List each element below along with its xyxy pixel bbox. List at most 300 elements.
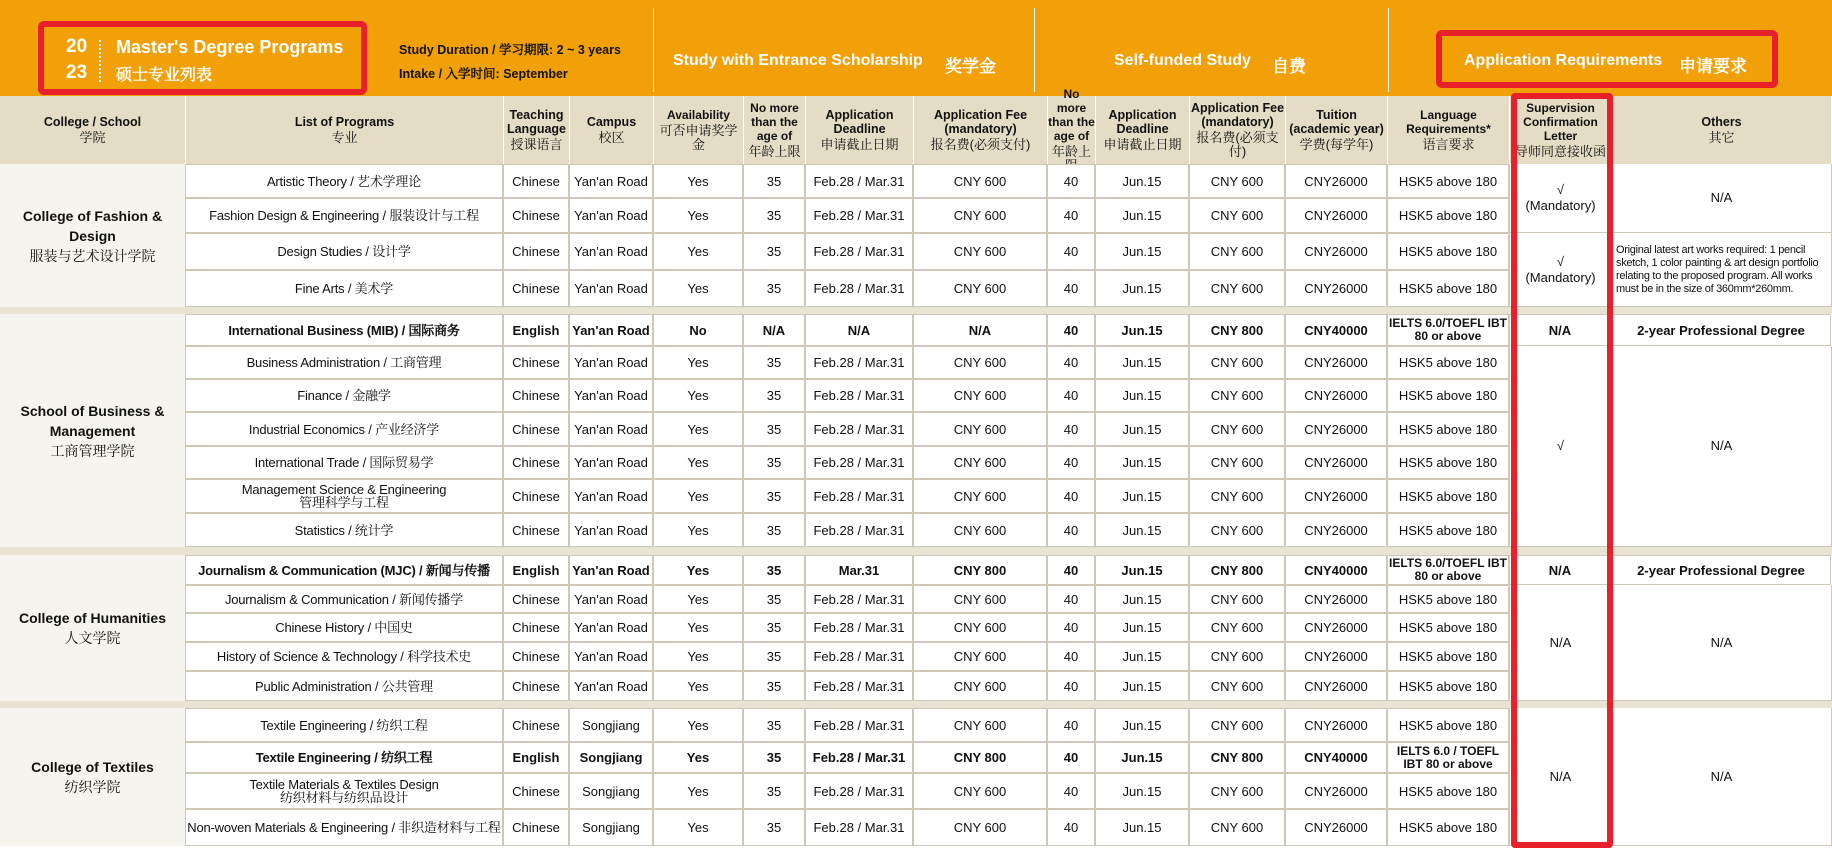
cell-fee2: CNY 600 (1189, 164, 1285, 198)
cell-age1: 35 (743, 742, 805, 773)
cell-deadline1: Feb.28 / Mar.31 (805, 233, 913, 270)
cell-lang: Chinese (503, 346, 569, 379)
cell-fee1: CNY 600 (913, 270, 1047, 307)
cell-tuition: CNY26000 (1285, 773, 1387, 809)
cell-deadline2: Jun.15 (1095, 585, 1189, 613)
cell-age2: 40 (1047, 270, 1095, 307)
cell-campus: Yan'an Road (569, 198, 653, 233)
merged-others: N/A (1611, 708, 1832, 846)
cell-deadline2: Jun.15 (1095, 314, 1189, 346)
cell-fee2: CNY 600 (1189, 642, 1285, 671)
merged-others: Original latest art works required: 1 pencil sketch, 1 color painting & art design portfolio relating to the proposed program. All works must be in the size of 360mm*260mm. (1611, 233, 1832, 307)
college-name-en: School of Business & Management (20, 402, 165, 439)
cell-lang: Chinese (503, 708, 569, 742)
college-label (0, 164, 186, 307)
header-label-en: Application Deadline (825, 108, 894, 136)
cell-age1: 35 (743, 379, 805, 412)
cell-deadline2: Jun.15 (1095, 555, 1189, 585)
cell-langreq: HSK5 above 180 (1387, 233, 1509, 270)
header-7 (914, 96, 1048, 164)
cell-deadline1: Feb.28 / Mar.31 (805, 164, 913, 198)
cell-deadline2: Jun.15 (1095, 742, 1189, 773)
selffunded-title-cn: 自费 (1272, 57, 1306, 76)
cell-age2: 40 (1047, 513, 1095, 547)
cell-fee2: CNY 600 (1189, 809, 1285, 846)
cell-fee1: CNY 600 (913, 513, 1047, 547)
cell-campus: Yan'an Road (569, 412, 653, 446)
cell-others: 2-year Professional Degree (1611, 555, 1831, 585)
cell-deadline1: Feb.28 / Mar.31 (805, 742, 913, 773)
cell-tuition: CNY40000 (1285, 314, 1387, 346)
merged-super: N/A (1509, 585, 1612, 701)
header-label-cn: 授课语言 (510, 137, 563, 152)
header-label-en: No more than the age of (1048, 87, 1095, 143)
cell-langreq: IELTS 6.0 / TOEFL IBT 80 or above (1387, 742, 1509, 773)
cell-fee1: CNY 600 (913, 773, 1047, 809)
cell-age2: 40 (1047, 585, 1095, 613)
header-label-cn: 年龄上 (1051, 144, 1091, 159)
requirements-title-cn: 申请要求 (1679, 57, 1747, 76)
highlight-box-supervision-column (1511, 93, 1613, 848)
cell-age2: 40 (1047, 412, 1095, 446)
cell-langreq: IELTS 6.0/TOEFL IBT 80 or above (1388, 556, 1508, 583)
header-1 (186, 96, 504, 164)
header-label-en: Teaching Language (506, 108, 567, 136)
cell-deadline2: Jun.15 (1095, 671, 1189, 701)
cell-deadline2: Jun.15 (1095, 233, 1189, 270)
header-label-cn: 其它 (1708, 130, 1735, 145)
header-label-cn: 专业 (331, 130, 358, 145)
cell-avail: Yes (653, 479, 743, 513)
cell-age2: 40 (1047, 613, 1095, 642)
merged-others: N/A (1611, 164, 1832, 233)
header-label-en: Availability (667, 108, 730, 122)
cell-deadline2: Jun.15 (1095, 198, 1189, 233)
cell-age2: 40 (1047, 446, 1095, 479)
cell-deadline2: Jun.15 (1095, 513, 1189, 547)
cell-age1: 35 (743, 513, 805, 547)
cell-tuition: CNY26000 (1285, 671, 1387, 701)
college-name-en: College of Textiles (31, 759, 154, 775)
cell-age2: 40 (1047, 671, 1095, 701)
cell-lang: Chinese (503, 379, 569, 412)
merged-super: √ (1509, 346, 1612, 547)
cell-campus: Yan'an Road (569, 233, 653, 270)
cell-tuition: CNY26000 (1285, 379, 1387, 412)
header-11 (1286, 96, 1388, 164)
header-4 (654, 96, 744, 164)
cell-deadline2: Jun.15 (1095, 613, 1189, 642)
header-label-en: Application Fee (mandatory) (933, 108, 1028, 136)
cell-age1: 35 (743, 233, 805, 270)
cell-lang: Chinese (503, 479, 569, 513)
intake-label: Intake / 入学时间: (399, 67, 504, 81)
header-label-cn: 申请截止日期 (820, 137, 899, 152)
cell-program: Non-woven Materials & Engineering / 非织造材料与工程 (185, 809, 503, 846)
year-bottom: 23 (66, 62, 88, 83)
cell-langreq: HSK5 above 180 (1387, 773, 1509, 809)
cell-program: Design Studies / 设计学 (185, 233, 503, 270)
cell-deadline1: Feb.28 / Mar.31 (805, 270, 913, 307)
header-5 (744, 96, 806, 164)
cell-program: International Trade / 国际贸易学 (185, 446, 503, 479)
cell-lang: English (503, 555, 569, 585)
header-label-cn: 年龄上限 (748, 144, 801, 159)
header-label-en: Application Deadline (1108, 108, 1177, 136)
header-3 (570, 96, 654, 164)
merged-super: √ (Mandatory) (1509, 233, 1612, 307)
header-label-cn: 导师同意接收函 (1514, 144, 1606, 159)
cell-fee1: CNY 800 (913, 742, 1047, 773)
cell-avail: Yes (653, 773, 743, 809)
cell-avail: Yes (653, 613, 743, 642)
cell-langreq: HSK5 above 180 (1387, 270, 1509, 307)
cell-deadline2: Jun.15 (1095, 708, 1189, 742)
header-label-en: Application Fee (mandatory) (1190, 101, 1285, 129)
cell-deadline2: Jun.15 (1095, 446, 1189, 479)
cell-langreq: HSK5 above 180 (1387, 479, 1509, 513)
cell-age2: 40 (1047, 379, 1095, 412)
cell-deadline2: Jun.15 (1095, 412, 1189, 446)
cell-program: Chinese History / 中国史 (185, 613, 503, 642)
cell-fee2: CNY 600 (1189, 708, 1285, 742)
cell-langreq: HSK5 above 180 (1387, 412, 1509, 446)
cell-program: Textile Materials & Textiles Design 纺织材料与纺织品设计 (185, 773, 503, 809)
header-label-en: Language Requirements* (1406, 108, 1491, 136)
cell-program: Journalism & Communication (MJC) / 新闻与传播 (185, 555, 503, 585)
cell-age1: 35 (743, 555, 805, 585)
merged-super: N/A (1509, 708, 1612, 846)
header-6 (806, 96, 914, 164)
cell-tuition: CNY26000 (1285, 270, 1387, 307)
cell-fee2: CNY 600 (1189, 233, 1285, 270)
cell-program: Management Science & Engineering 管理科学与工程 (185, 479, 503, 513)
cell-age1: 35 (743, 346, 805, 379)
cell-age1: 35 (743, 479, 805, 513)
cell-fee1: CNY 600 (913, 412, 1047, 446)
cell-age1: 35 (743, 270, 805, 307)
cell-deadline1: Feb.28 / Mar.31 (805, 198, 913, 233)
cell-avail: Yes (653, 198, 743, 233)
cell-fee1: CNY 600 (913, 585, 1047, 613)
study-duration-value: 2 ~ 3 years (556, 43, 621, 57)
cell-campus: Yan'an Road (569, 270, 653, 307)
college-label (0, 555, 186, 701)
cell-program: Artistic Theory / 艺术学理论 (185, 164, 503, 198)
cell-langreq: HSK5 above 180 (1387, 809, 1509, 846)
cell-deadline1: Feb.28 / Mar.31 (805, 671, 913, 701)
college-label (0, 708, 186, 846)
cell-avail: Yes (653, 233, 743, 270)
merged-others: N/A (1611, 585, 1832, 701)
cell-langreq: HSK5 above 180 (1387, 708, 1509, 742)
header-label-cn: 语言要求 (1422, 137, 1475, 152)
cell-tuition: CNY26000 (1285, 446, 1387, 479)
cell-age2: 40 (1047, 314, 1095, 346)
cell-campus: Yan'an Road (569, 642, 653, 671)
cell-tuition: CNY26000 (1285, 585, 1387, 613)
header-label-cn: 可否申请奖学金 (659, 123, 738, 152)
cell-age1: 35 (743, 671, 805, 701)
cell-deadline1: Feb.28 / Mar.31 (805, 346, 913, 379)
cell-program: International Business (MIB) / 国际商务 (185, 314, 503, 346)
cell-campus: Yan'an Road (569, 555, 653, 585)
cell-avail: Yes (653, 585, 743, 613)
cell-super: N/A (1509, 314, 1611, 346)
cell-deadline1: Feb.28 / Mar.31 (805, 642, 913, 671)
cell-campus: Songjiang (569, 809, 653, 846)
header-label-cn: 学院 (79, 130, 106, 145)
cell-avail: Yes (653, 742, 743, 773)
cell-langreq: HSK5 above 180 (1387, 642, 1509, 671)
cell-program: Textile Engineering / 纺织工程 (185, 742, 503, 773)
cell-deadline1: N/A (805, 314, 913, 346)
cell-langreq: HSK5 above 180 (1387, 613, 1509, 642)
cell-campus: Songjiang (569, 708, 653, 742)
college-name-cn: 工商管理学院 (50, 442, 135, 459)
cell-program: Business Administration / 工商管理 (185, 346, 503, 379)
cell-tuition: CNY26000 (1285, 346, 1387, 379)
cell-avail: Yes (653, 513, 743, 547)
cell-fee1: CNY 600 (913, 809, 1047, 846)
cell-lang: Chinese (503, 809, 569, 846)
cell-deadline2: Jun.15 (1095, 164, 1189, 198)
study-duration (399, 40, 621, 58)
highlight-box-title (38, 21, 367, 95)
cell-age1: 35 (743, 773, 805, 809)
cell-tuition: CNY26000 (1285, 164, 1387, 198)
college-label (0, 314, 186, 547)
cell-tuition: CNY26000 (1285, 708, 1387, 742)
cell-deadline1: Feb.28 / Mar.31 (805, 479, 913, 513)
cell-tuition: CNY26000 (1285, 479, 1387, 513)
cell-fee1: CNY 600 (913, 479, 1047, 513)
cell-fee2: CNY 600 (1189, 270, 1285, 307)
cell-fee2: CNY 600 (1189, 446, 1285, 479)
cell-fee2: CNY 600 (1189, 773, 1285, 809)
cell-age1: 35 (743, 412, 805, 446)
header-label-en: Supervision Confirmation Letter (1523, 101, 1598, 143)
header-2 (504, 96, 570, 164)
cell-deadline1: Feb.28 / Mar.31 (805, 585, 913, 613)
banner-title-cn: 硕士专业列表 (116, 67, 213, 84)
cell-fee1: CNY 600 (913, 164, 1047, 198)
cell-fee2: CNY 600 (1189, 671, 1285, 701)
banner-title-en: Master's Degree Programs (116, 37, 344, 57)
cell-age1: 35 (743, 642, 805, 671)
cell-campus: Yan'an Road (569, 314, 653, 346)
cell-campus: Yan'an Road (569, 513, 653, 547)
cell-tuition: CNY26000 (1285, 198, 1387, 233)
cell-super: N/A (1509, 555, 1611, 585)
cell-deadline1: Feb.28 / Mar.31 (805, 613, 913, 642)
cell-tuition: CNY26000 (1285, 809, 1387, 846)
cell-fee2: CNY 600 (1189, 379, 1285, 412)
cell-lang: English (503, 314, 569, 346)
header-label-en: Tuition (academic year) (1289, 108, 1384, 136)
cell-langreq: HSK5 above 180 (1387, 379, 1509, 412)
cell-avail: Yes (653, 412, 743, 446)
cell-campus: Yan'an Road (569, 613, 653, 642)
cell-program: Finance / 金融学 (185, 379, 503, 412)
cell-lang: Chinese (503, 585, 569, 613)
cell-campus: Yan'an Road (569, 164, 653, 198)
cell-age2: 40 (1047, 742, 1095, 773)
cell-langreq: HSK5 above 180 (1387, 346, 1509, 379)
cell-lang: Chinese (503, 270, 569, 307)
cell-lang: Chinese (503, 613, 569, 642)
scholarship-title-en: Study with Entrance Scholarship (673, 52, 923, 69)
cell-avail: Yes (653, 270, 743, 307)
cell-lang: Chinese (503, 198, 569, 233)
cell-fee2: CNY 600 (1189, 198, 1285, 233)
cell-deadline2: Jun.15 (1095, 270, 1189, 307)
cell-program: History of Science & Technology / 科学技术史 (185, 642, 503, 671)
header-label-cn: 报名费(必须支付) (1196, 130, 1279, 159)
cell-tuition: CNY26000 (1285, 412, 1387, 446)
cell-lang: Chinese (503, 412, 569, 446)
college-name-cn: 人文学院 (64, 630, 121, 646)
cell-deadline2: Jun.15 (1095, 379, 1189, 412)
header-label-en: College / School (43, 115, 142, 129)
cell-avail: Yes (653, 346, 743, 379)
cell-campus: Yan'an Road (569, 446, 653, 479)
header-label-cn: 学费(每学年) (1299, 137, 1374, 152)
cell-campus: Yan'an Road (569, 346, 653, 379)
header-0 (0, 96, 186, 164)
cell-fee1: CNY 600 (913, 379, 1047, 412)
cell-avail: Yes (653, 379, 743, 412)
cell-tuition: CNY40000 (1285, 742, 1387, 773)
header-8 (1048, 87, 1096, 164)
cell-fee1: CNY 600 (913, 233, 1047, 270)
cell-age1: 35 (743, 164, 805, 198)
cell-program: Fashion Design & Engineering / 服装设计与工程 (185, 198, 503, 233)
cell-fee2: CNY 600 (1189, 479, 1285, 513)
cell-program: Fine Arts / 美术学 (185, 270, 503, 307)
cell-campus: Songjiang (569, 773, 653, 809)
cell-fee1: CNY 600 (913, 446, 1047, 479)
cell-avail: Yes (653, 446, 743, 479)
cell-campus: Songjiang (569, 742, 653, 773)
cell-tuition: CNY26000 (1285, 613, 1387, 642)
cell-fee1: CNY 600 (913, 708, 1047, 742)
cell-lang: English (503, 742, 569, 773)
cell-deadline2: Jun.15 (1095, 346, 1189, 379)
cell-program: Industrial Economics / 产业经济学 (185, 412, 503, 446)
cell-avail: Yes (653, 809, 743, 846)
cell-langreq: HSK5 above 180 (1387, 198, 1509, 233)
cell-avail: Yes (653, 164, 743, 198)
college-name-en: College of Fashion & Design (22, 207, 163, 244)
cell-tuition: CNY26000 (1285, 233, 1387, 270)
header-label-en: List of Programs (294, 115, 395, 129)
cell-age1: 35 (743, 585, 805, 613)
cell-age2: 40 (1047, 555, 1095, 585)
cell-lang: Chinese (503, 164, 569, 198)
cell-fee2: CNY 600 (1189, 585, 1285, 613)
college-name-cn: 纺织学院 (64, 779, 121, 795)
header-label-en: No more than the age of (750, 101, 799, 143)
cell-campus: Yan'an Road (569, 585, 653, 613)
cell-tuition: CNY26000 (1285, 513, 1387, 547)
cell-deadline2: Jun.15 (1095, 479, 1189, 513)
college-name-en: College of Humanities (18, 610, 167, 626)
cell-avail: Yes (653, 555, 743, 585)
scholarship-title-cn: 奖学金 (945, 57, 996, 76)
intake (399, 64, 568, 82)
header-12 (1388, 96, 1510, 164)
cell-lang: Chinese (503, 233, 569, 270)
cell-fee2: CNY 800 (1189, 314, 1285, 346)
cell-lang: Chinese (503, 513, 569, 547)
cell-fee2: CNY 800 (1189, 742, 1285, 773)
cell-avail: Yes (653, 671, 743, 701)
cell-lang: Chinese (503, 671, 569, 701)
cell-fee1: CNY 600 (913, 671, 1047, 701)
cell-age1: 35 (743, 198, 805, 233)
cell-age2: 40 (1047, 164, 1095, 198)
header-14 (1612, 96, 1832, 164)
cell-langreq: HSK5 above 180 (1387, 585, 1509, 613)
cell-others: 2-year Professional Degree (1611, 314, 1831, 346)
cell-deadline2: Jun.15 (1095, 773, 1189, 809)
merged-super: √ (Mandatory) (1509, 164, 1612, 233)
cell-fee1: N/A (913, 314, 1047, 346)
cell-lang: Chinese (503, 642, 569, 671)
cell-lang: Chinese (503, 773, 569, 809)
college-name-cn: 服装与艺术设计学院 (29, 247, 156, 264)
cell-deadline1: Feb.28 / Mar.31 (805, 809, 913, 846)
cell-age2: 40 (1047, 642, 1095, 671)
cell-fee1: CNY 600 (913, 198, 1047, 233)
cell-deadline1: Feb.28 / Mar.31 (805, 513, 913, 547)
cell-age1: 35 (743, 446, 805, 479)
cell-age2: 40 (1047, 809, 1095, 846)
cell-age2: 40 (1047, 773, 1095, 809)
selffunded-title-en: Self-funded Study (1114, 52, 1251, 69)
cell-deadline1: Feb.28 / Mar.31 (805, 379, 913, 412)
requirements-title-en: Application Requirements (1464, 52, 1663, 69)
cell-lang: Chinese (503, 446, 569, 479)
header-label-en: Campus (586, 115, 637, 129)
cell-langreq: HSK5 above 180 (1387, 671, 1509, 701)
cell-age1: 35 (743, 613, 805, 642)
cell-tuition: CNY40000 (1285, 555, 1387, 585)
cell-program: Statistics / 统计学 (185, 513, 503, 547)
cell-langreq: HSK5 above 180 (1387, 164, 1509, 198)
cell-deadline2: Jun.15 (1095, 642, 1189, 671)
highlight-box-requirements (1436, 30, 1778, 88)
cell-campus: Yan'an Road (569, 379, 653, 412)
cell-avail: Yes (653, 708, 743, 742)
cell-deadline1: Feb.28 / Mar.31 (805, 708, 913, 742)
cell-age2: 40 (1047, 708, 1095, 742)
cell-fee2: CNY 600 (1189, 513, 1285, 547)
cell-campus: Yan'an Road (569, 479, 653, 513)
cell-fee2: CNY 600 (1189, 412, 1285, 446)
study-duration-label: Study Duration / 学习期限: (399, 43, 557, 57)
cell-age1: 35 (743, 708, 805, 742)
cell-fee1: CNY 800 (913, 555, 1047, 585)
cell-program: Public Administration / 公共管理 (185, 671, 503, 701)
cell-langreq: HSK5 above 180 (1387, 446, 1509, 479)
cell-fee1: CNY 600 (913, 613, 1047, 642)
cell-avail: Yes (653, 642, 743, 671)
header-label-cn: 报名费(必须支付) (930, 137, 1031, 152)
cell-age2: 40 (1047, 233, 1095, 270)
cell-age2: 40 (1047, 479, 1095, 513)
